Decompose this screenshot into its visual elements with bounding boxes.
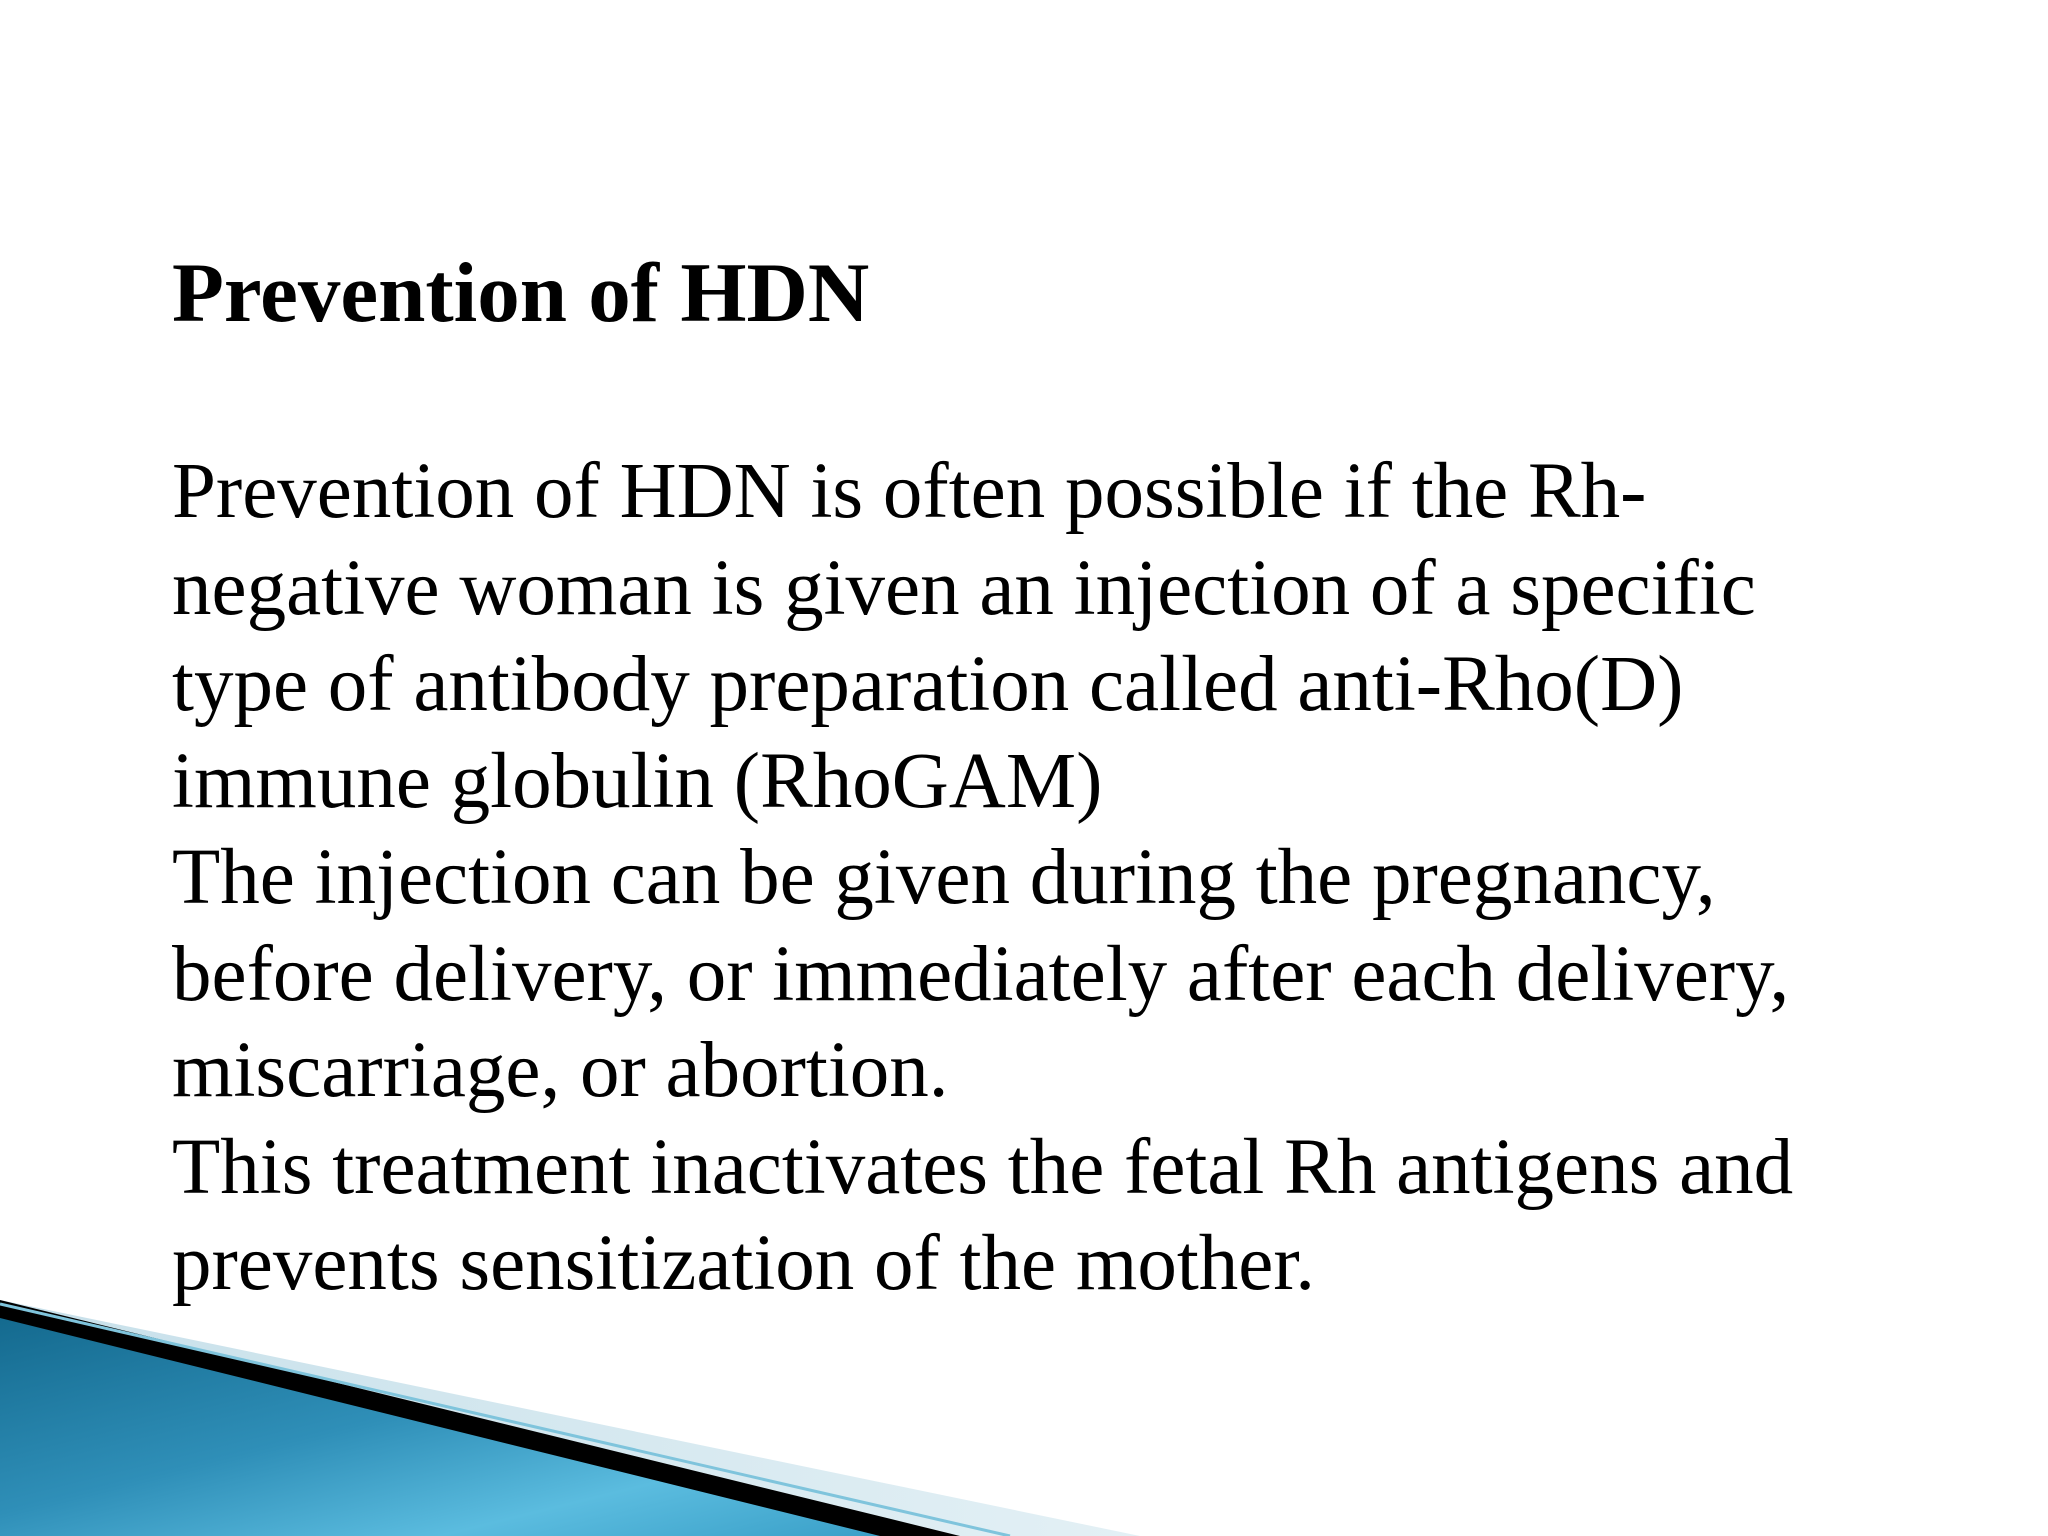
slide-content: [172, 238, 1872, 1313]
body-line: This treatment inactivates the fetal Rh antigens and: [172, 1123, 1794, 1211]
body-line: before delivery, or immediately after each delivery,: [172, 930, 1790, 1018]
body-line: Prevention of HDN is often possible if the Rh-: [172, 448, 1647, 535]
body-line: The injection can be given during the pregnancy,: [172, 834, 1716, 921]
body-line: immune globulin (RhoGAM): [172, 737, 1103, 825]
slide-title: Prevention of HDN: [172, 246, 870, 340]
body-text: [172, 444, 1872, 1313]
body-line: miscarriage, or abortion.: [172, 1027, 949, 1114]
body-line: type of antibody preparation called anti-Rho(D): [172, 641, 1684, 728]
body-line: prevents sensitization of the mother.: [172, 1220, 1316, 1307]
body-line: negative woman is given an injection of a specific: [172, 544, 1756, 632]
